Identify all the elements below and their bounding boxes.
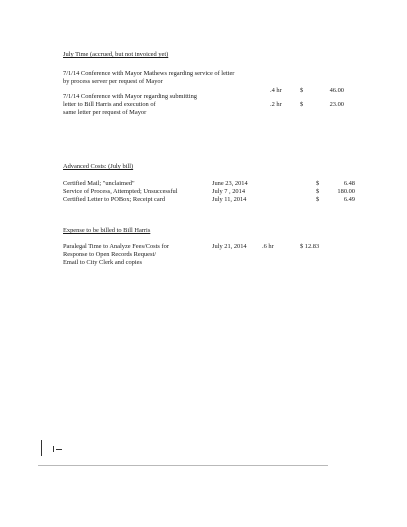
cost-row-3-amount: 6.49 [343,196,355,203]
cost-row-2-description: Service of Process, Attempted; Unsuccessful [63,188,178,195]
entry-1-amount: 46.00 [329,87,344,94]
july-time-entry-2 [63,93,273,116]
entry-2-line-3: same letter per request of Mayor [63,108,147,116]
entry-2-line-2: letter to Bill Harris and execution of [63,100,156,108]
expense-line-3: Email to City Clerk and copies [63,258,142,266]
entry-1-currency: $ [300,87,304,94]
expense-amount: $ 12.83 [300,243,320,250]
entry-2-currency: $ [300,101,304,108]
cost-row-1-amount: 6.48 [343,180,355,187]
entry-2-amount: 23.00 [329,101,344,108]
entry-2-line-1: 7/1/14 Conference with Mayor regarding submitting [63,93,197,100]
july-time-heading: July Time (accrued, but not invoiced yet) [63,51,169,58]
july-time-entry-1 [63,70,293,86]
cost-row-1-currency: $ [316,180,320,187]
scan-mark-short [53,446,54,452]
entry-1-line-1: 7/1/14 Conference with Mayor Mathews regarding service of letter [63,70,235,77]
scan-mark-vertical [41,440,42,456]
cost-row-3-currency: $ [316,196,320,203]
advanced-costs-heading: Advanced Costs: (July bill) [63,163,134,170]
cost-row-3-date: July 11, 2014 [212,196,247,203]
entry-2-hours: .2 hr [270,101,282,108]
cost-row-2-currency: $ [316,188,320,195]
cost-row-3-description: Certified Letter to POBox; Receipt card [63,196,166,203]
expense-date: July 21, 2014 [212,243,247,250]
cost-row-1-description: Certified Mail; "unclaimed" [63,180,135,187]
cost-row-2-date: July 7 , 2014 [212,188,246,195]
cost-row-2-amount: 180.00 [337,188,355,195]
scan-edge-line [38,465,328,466]
expense-hours: .6 hr [262,243,274,250]
expense-description [63,243,213,266]
expense-heading: Expense to be billed to Bill Harris [63,227,151,234]
cost-row-1-date: June 23, 2014 [212,180,248,187]
expense-line-2: Response to Open Records Request/ [63,250,157,258]
scan-mark-dash [56,449,62,450]
expense-line-1: Paralegal Time to Analyze Fees/Costs for [63,243,169,250]
entry-1-line-2: by process server per request of Mayor [63,77,163,85]
entry-1-hours: .4 hr [270,87,282,94]
